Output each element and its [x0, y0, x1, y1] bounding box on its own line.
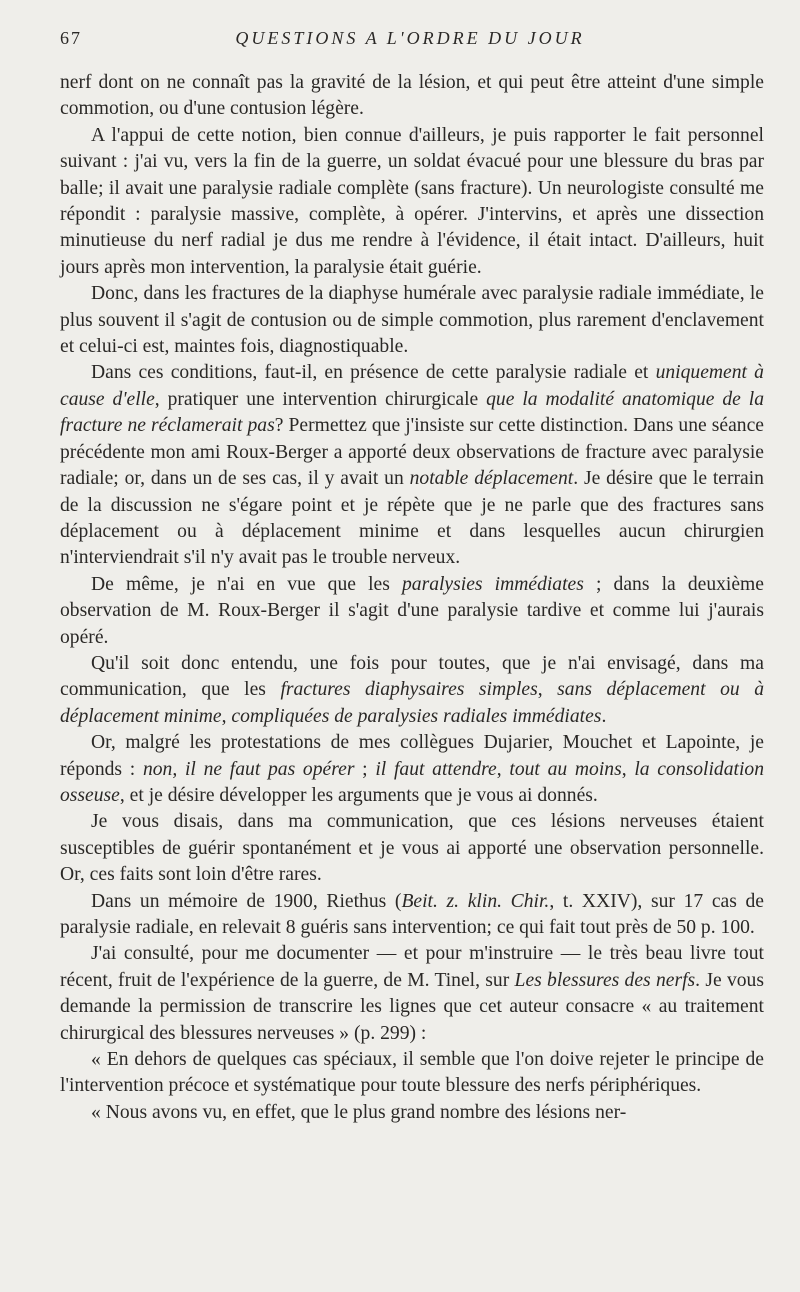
paragraph — [60, 1100, 764, 1126]
text-run: , — [537, 679, 558, 701]
paragraph — [60, 572, 764, 651]
paragraph — [60, 809, 764, 888]
text-run: A l'appui de cette notion, bien connue d'ailleurs, je puis rapporter le fait personnel suivant : j'ai vu, vers la fin de la guerre, un soldat évacué pour une blessure du bras par balle; il avait une paralysie radiale complète (sans fracture). Un neurologiste consulté me répondit : paralysie massive, complète, à opérer. J'intervins, et après une dissection minutieuse du nerf radial je dus me rendre à l'évidence, il était intact. D'ailleurs, huit jours après mon intervention, la paralysie était guérie. — [60, 124, 764, 278]
text-run: , pratiquer une intervention chirurgicale — [154, 388, 487, 410]
paragraph — [60, 70, 764, 123]
italic-text: Les blessures des nerfs — [514, 969, 696, 991]
paragraph — [60, 941, 764, 1047]
text-run: nerf dont on ne connaît pas la gravité de la lésion, et qui peut être atteint d'une simple commotion, ou d'une contusion légère. — [60, 72, 764, 120]
text-run: . Je désire que le terrain de la discussion ne s'égare point et je répète que je ne parle que des fractures sans déplacement ou à déplacement minime et dans lesquelles aucun chirurgien n'interviendrait s'il n'y avait pas le trouble nerveux. — [60, 468, 764, 569]
text-run: J'ai consulté, pour me documenter — et pour m'instruire — le très beau livre tout récent, fruit de l'expérience de la guerre, de M. Tinel, sur — [60, 943, 764, 991]
italic-text: non, il ne faut pas opérer — [142, 758, 355, 780]
paragraph — [60, 651, 764, 730]
text-run: Dans un mémoire de 1900, Riethus ( — [91, 890, 402, 912]
italic-text: notable déplacement — [409, 468, 574, 490]
text-run: De même, je n'ai en vue que les — [91, 573, 402, 595]
text-run: ; dans la deuxième observation de M. Roux-Berger il s'agit d'une paralysie tardive et comme lui j'aurais opéré. — [60, 573, 764, 648]
text-run: , t. XXIV), sur 17 cas de paralysie radiale, en relevait 8 guéris sans intervention; ce qui fait tout près de 50 p. 100. — [60, 890, 764, 938]
page-number: 67 — [60, 28, 82, 48]
text-run: Or, malgré les protestations de mes collègues Dujarier, Mouchet et Lapointe, je réponds : — [60, 732, 764, 780]
text-run: , et je désire développer les arguments que je vous ai donnés. — [119, 784, 598, 806]
italic-text: uniquement à cause d'elle — [60, 362, 764, 410]
paragraph — [60, 123, 764, 281]
italic-text: fractures diaphysaires simples — [280, 679, 538, 701]
paragraph — [60, 889, 764, 942]
running-title: QUESTIONS A L'ORDRE DU JOUR — [235, 28, 585, 48]
italic-text: tout au moins — [509, 758, 622, 780]
text-run: . — [601, 705, 607, 727]
text-run: « Nous avons vu, en effet, que le plus grand nombre des lésions ner- — [91, 1101, 627, 1123]
text-run: , — [621, 758, 635, 780]
italic-text: que la modalité anatomique de la fracture ne réclamerait pas — [60, 388, 765, 437]
italic-text: paralysies immédiates — [401, 573, 584, 595]
text-run: Donc, dans les fractures de la diaphyse humérale avec paralysie radiale immédiate, le plus souvent il s'agit de contusion ou de simple commotion, plus rarement d'enclavement et celui-ci est, maintes fois, diagnostiquable. — [60, 283, 764, 358]
body-text — [60, 70, 764, 1126]
text-run: Je vous disais, dans ma communication, que ces lésions nerveuses étaient susceptibles de guérir spontanément et je vous ai apporté une observation personnelle. Or, ces faits sont loin d'être rares. — [60, 811, 764, 886]
text-run: Dans ces conditions, faut-il, en présence de cette paralysie radiale et — [91, 362, 656, 384]
paragraph — [60, 730, 764, 809]
italic-text: compliquées de paralysies radiales immédiates — [231, 705, 602, 727]
text-run: ? Permettez que j'insiste sur cette distinction. Dans une séance précédente mon ami Roux-Berger a apporté deux observations de fracture avec paralysie radiale; or, dans un de ses cas, il y avait un — [60, 415, 764, 490]
text-run: « En dehors de quelques cas spéciaux, il semble que l'on doive rejeter le principe de l'intervention précoce et systématique pour toute blessure des nerfs périphériques. — [60, 1049, 764, 1097]
italic-text: la consolidation osseuse — [60, 758, 764, 806]
text-run: Qu'il soit donc entendu, une fois pour toutes, que je n'ai envisagé, dans ma communication, que les — [60, 652, 764, 701]
text-run: ; — [354, 758, 376, 780]
text-run: , — [221, 705, 232, 727]
paragraph — [60, 360, 764, 571]
italic-text: Beit. z. klin. Chir. — [401, 890, 550, 912]
text-run: . Je vous demande la permission de transcrire les lignes que cet auteur consacre « au traitement chirurgical des blessures nerveuses » (p. 299) : — [60, 969, 764, 1044]
text-run: , — [496, 758, 510, 780]
paragraph — [60, 281, 764, 360]
italic-text: sans déplacement ou à déplacement minime — [60, 679, 764, 727]
paragraph — [60, 1047, 764, 1100]
page-header — [60, 28, 760, 52]
italic-text: il faut attendre — [375, 758, 497, 780]
